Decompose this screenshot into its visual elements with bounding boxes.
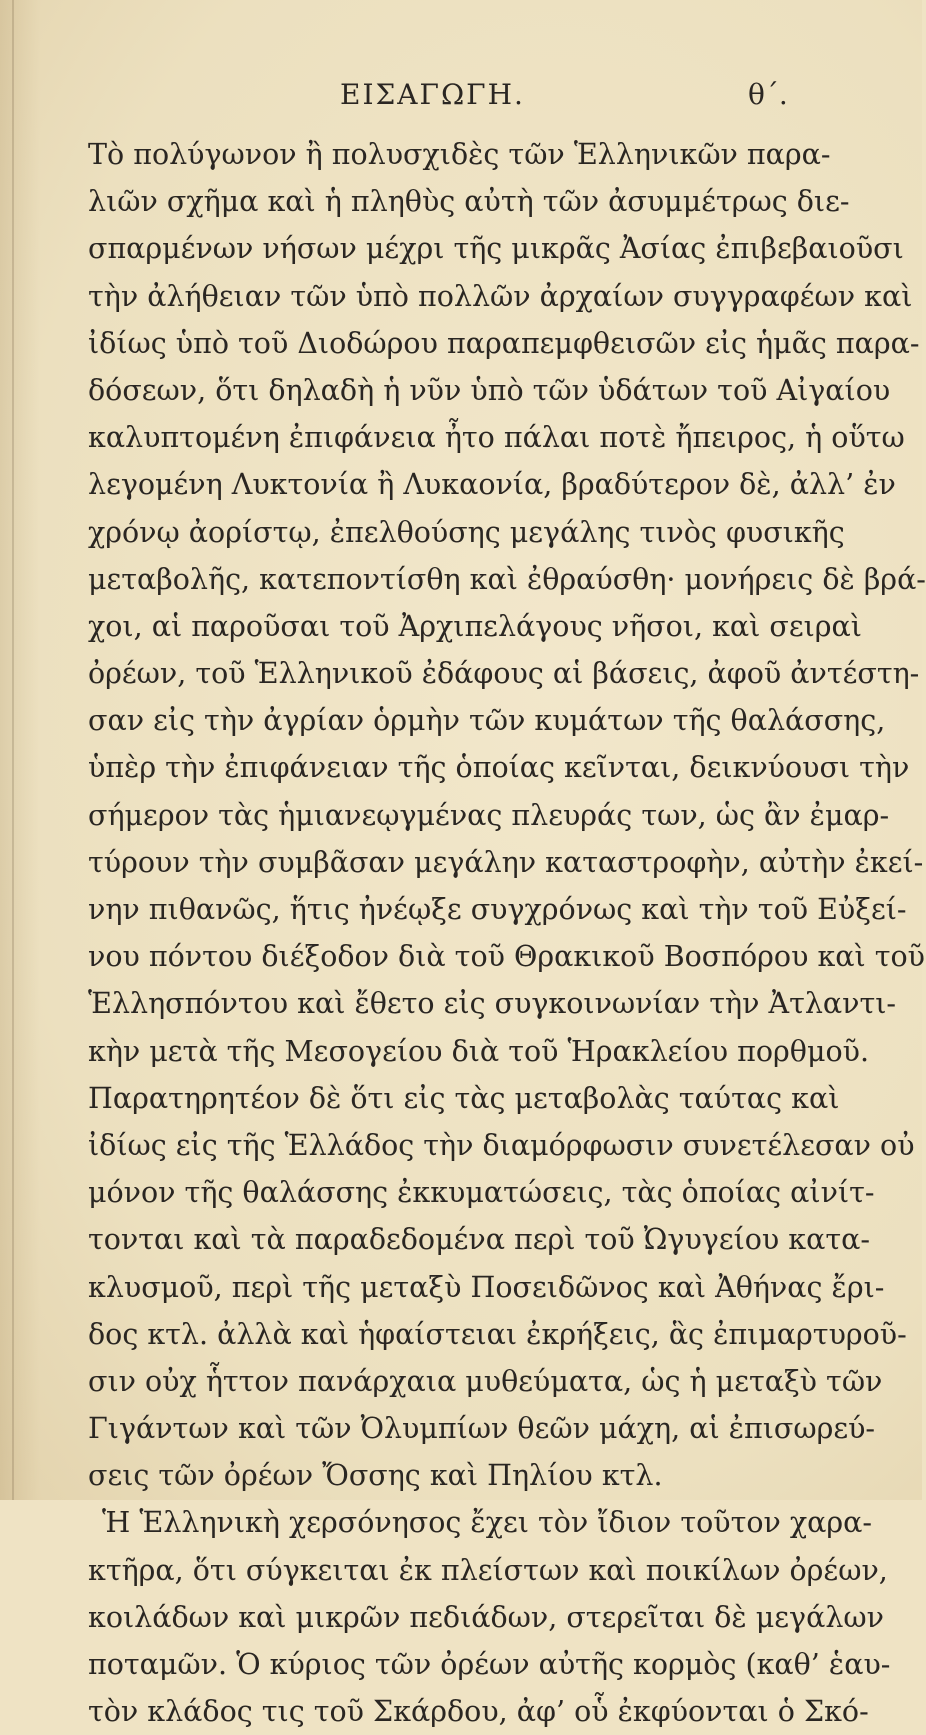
text-line: χοι, αἱ παροῦσαι τοῦ Ἀρχιπελάγους νῆσοι, καὶ σειραὶ: [88, 609, 862, 643]
text-line: τύρουν τὴν συμβᾶσαν μεγάλην καταστροφὴν, αὐτὴν ἐκεί-: [88, 845, 924, 879]
text-line: χρόνῳ ἀορίστῳ, ἐπελθούσης μεγάλης τινὸς φυσικῆς: [88, 515, 845, 549]
text-line: ἰδίως εἰς τῆς Ἑλλάδος τὴν διαμόρφωσιν συνετέλεσαν οὐ: [88, 1128, 915, 1162]
text-line: ἰδίως ὑπὸ τοῦ Διοδώρου παραπεμφθεισῶν εἰς ἡμᾶς παρα-: [88, 326, 920, 360]
text-line: κὴν μετὰ τῆς Μεσογείου διὰ τοῦ Ἡρακλείου πορθμοῦ.: [88, 1034, 870, 1068]
text-line: σπαρμένων νήσων μέχρι τῆς μικρᾶς Ἀσίας ἐπιβεβαιοῦσι: [88, 232, 904, 266]
text-line: μεταβολῆς, κατεποντίσθη καὶ ἐθραύσθη· μονήρεις δὲ βρά-: [88, 562, 926, 596]
text-line: λιῶν σχῆμα καὶ ἡ πληθὺς αὐτὴ τῶν ἀσυμμέτρως διε-: [88, 185, 850, 219]
paragraph: [88, 1499, 891, 1735]
page-number: θ΄.: [748, 78, 788, 111]
page-gutter-edge: [12, 0, 14, 1500]
text-line: μόνον τῆς θαλάσσης ἐκκυματώσεις, τὰς ὁποίας αἰνίτ-: [88, 1176, 875, 1210]
text-line: δος κτλ. ἀλλὰ καὶ ἡφαίστειαι ἐκρήξεις, ἃς ἐπιμαρτυροῦ-: [88, 1317, 907, 1351]
text-line: σεις τῶν ὀρέων Ὄσσης καὶ Πηλίου κτλ.: [88, 1459, 663, 1493]
text-line: δόσεων, ὅτι δηλαδὴ ἡ νῦν ὑπὸ τῶν ὑδάτων τοῦ Αἰγαίου: [88, 373, 891, 407]
text-line: σήμερον τὰς ἡμιανεῳγμένας πλευράς των, ὡς ἂν ἐμαρ-: [88, 798, 890, 832]
text-line: Ἡ Ἑλληνικὴ χερσόνησος ἔχει τὸν ἴδιον τοῦτον χαρα-: [102, 1506, 873, 1540]
text-line: σαν εἰς τὴν ἀγρίαν ὁρμὴν τῶν κυμάτων τῆς θαλάσσης,: [88, 704, 886, 738]
text-line: τὸν κλάδος τις τοῦ Σκάρδου, ἀφ’ οὗ ἐκφύονται ὁ Σκό-: [88, 1695, 869, 1729]
paragraph: [88, 131, 926, 1499]
body-text: [88, 131, 926, 1735]
text-line: ποταμῶν. Ὁ κύριος τῶν ὀρέων αὐτῆς κορμὸς (καθ’ ἑαυ-: [88, 1648, 891, 1681]
text-line: τὴν ἀλήθειαν τῶν ὑπὸ πολλῶν ἀρχαίων συγγραφέων καὶ: [88, 279, 913, 313]
text-line: Γιγάντων καὶ τῶν Ὀλυμπίων θεῶν μάχη, αἱ ἐπισωρεύ-: [88, 1412, 876, 1446]
text-line: τονται καὶ τὰ παραδεδομένα περὶ τοῦ Ὠγυγείου κατα-: [88, 1223, 870, 1257]
text-line: ὑπὲρ τὴν ἐπιφάνειαν τῆς ὁποίας κεῖνται, δεικνύουσι τὴν: [88, 751, 910, 785]
text-line: Τὸ πολύγωνον ἢ πολυσχιδὲς τῶν Ἑλληνικῶν παρα-: [88, 138, 831, 171]
text-line: σιν οὐχ ἧττον πανάρχαια μυθεύματα, ὡς ἡ μεταξὺ τῶν: [88, 1364, 883, 1398]
running-head: [0, 78, 922, 118]
text-line: νην πιθανῶς, ἥτις ἠνέῳξε συγχρόνως καὶ τὴν τοῦ Εὐξεί-: [88, 893, 907, 926]
text-line: Ἑλλησπόντου καὶ ἔθετο εἰς συγκοινωνίαν τὴν Ἀτλαντι-: [88, 987, 897, 1021]
text-line: ὀρέων, τοῦ Ἑλληνικοῦ ἐδάφους αἱ βάσεις, ἀφοῦ ἀντέστη-: [88, 657, 920, 691]
text-line: Παρατηρητέον δὲ ὅτι εἰς τὰς μεταβολὰς ταύτας καὶ: [88, 1081, 840, 1115]
running-head-title: ΕΙΣΑΓΩΓΗ.: [340, 78, 525, 111]
text-line: καλυπτομένη ἐπιφάνεια ἦτο πάλαι ποτὲ ἤπειρος, ἡ οὕτω: [88, 421, 905, 455]
text-line: κτῆρα, ὅτι σύγκειται ἐκ πλείστων καὶ ποικίλων ὀρέων,: [88, 1553, 888, 1587]
text-line: κλυσμοῦ, περὶ τῆς μεταξὺ Ποσειδῶνος καὶ Ἀθήνας ἔρι-: [88, 1270, 885, 1304]
text-line: κοιλάδων καὶ μικρῶν πεδιάδων, στερεῖται δὲ μεγάλων: [88, 1600, 884, 1634]
text-line: λεγομένη Λυκτονία ἢ Λυκαονία, βραδύτερον δὲ, ἀλλ’ ἐν: [88, 468, 896, 502]
text-line: νου πόντου διέξοδον διὰ τοῦ Θρακικοῦ Βοσπόρου καὶ τοῦ: [88, 940, 925, 974]
